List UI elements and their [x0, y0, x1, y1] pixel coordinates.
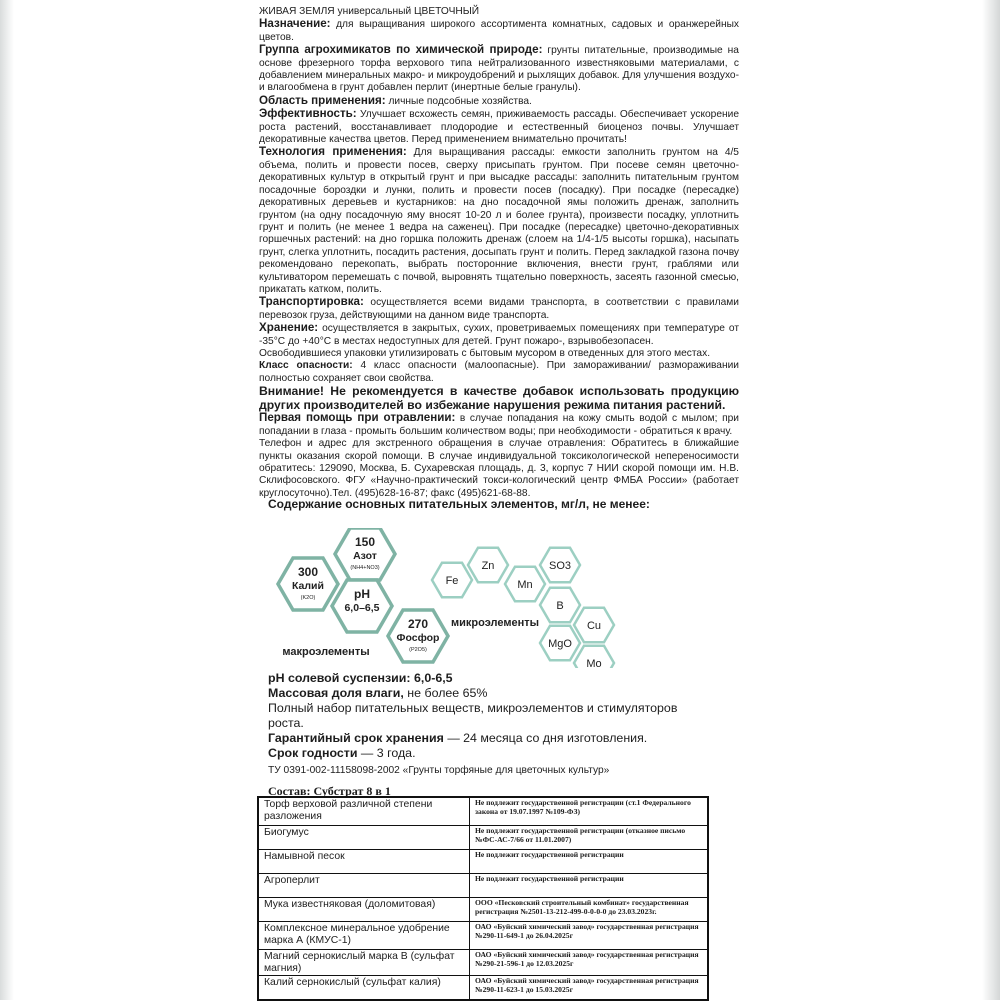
package-right-edge	[982, 0, 1000, 1000]
micro-element: SO3	[548, 560, 572, 572]
macro-value: 150	[354, 535, 376, 549]
component-name: Биогумус	[258, 826, 470, 850]
purpose-text: для выращивания широкого ассортимента комнатных, садовых и оранжерейных цветов.	[259, 19, 739, 43]
label-text-block	[259, 6, 739, 500]
hazard-text: 4 класс опасности (малоопасные). При замораживании/ размораживании полностью сохраняет свои свойства.	[259, 360, 739, 384]
product-subtitle: универсальный ЦВЕТОЧНЫЙ	[337, 6, 480, 17]
macro-sub: (K2O)	[300, 595, 316, 601]
transport-paragraph	[259, 296, 739, 322]
component-name: Магний сернокислый марка В (сульфат магния)	[258, 950, 470, 976]
shelf-label: Срок годности	[268, 746, 358, 760]
efficiency-label: Эффективность:	[259, 107, 357, 121]
micro-element: Zn	[481, 560, 495, 572]
transport-label: Транспортировка:	[259, 295, 364, 309]
macro-name: Фосфор	[396, 632, 440, 644]
efficiency-paragraph	[259, 108, 739, 146]
moisture-label: Массовая доля влаги,	[268, 686, 404, 700]
warning-paragraph	[259, 385, 739, 412]
shelf-value: — 3 года.	[360, 746, 416, 760]
nutrient-hexagon-diagram	[270, 528, 640, 668]
nutrients-title: Содержание основных питательных элементов, мг/л, не менее:	[268, 497, 650, 511]
macro-label: макроэлементы	[282, 646, 370, 658]
component-name: Мука известняковая (доломитовая)	[258, 898, 470, 922]
registration-status: ОАО «Буйский химический завод» государственная регистрация №290-11-623-1 до 15.03.2025г	[470, 976, 709, 1001]
firstaid-text: в случае попадания на кожу смыть водой с мылом; при попадании в глаза - промыть большим количеством воды; при необходимости - обратиться к врачу.	[259, 413, 739, 437]
micro-element: Cu	[586, 620, 602, 632]
micro-element: Fe	[445, 575, 459, 587]
registration-status: Не подлежит государственной регистрации (ст.1 Федерального закона от 19.07.1997 №109-ФЗ)	[470, 797, 709, 826]
micro-element: B	[556, 600, 564, 612]
full-set-line: Полный набор питательных веществ, микроэлементов и стимуляторов роста.	[268, 701, 678, 730]
component-name: Намывной песок	[258, 850, 470, 874]
hazard-label: Класс опасности:	[259, 360, 353, 372]
registration-status: ОАО «Буйский химический завод» государственная регистрация №290-21-596-1 до 12.03.2025г	[470, 950, 709, 976]
package-left-edge	[0, 0, 14, 1000]
registration-status: ОАО «Буйский химический завод» государственная регистрация №290-11-649-1 до 26.04.2025г	[470, 922, 709, 950]
macro-value: pH	[354, 587, 370, 601]
registration-status: Не подлежит государственной регистрации	[470, 850, 709, 874]
area-paragraph	[259, 95, 739, 108]
tu-standard: ТУ 0391-002-11158098-2002 «Грунты торфяные для цветочных культур»	[268, 765, 610, 776]
moisture-value: не более 65%	[407, 686, 488, 700]
table-row	[258, 797, 708, 826]
micro-element: Mn	[517, 579, 533, 591]
hazard-paragraph	[259, 360, 739, 385]
macro-value: 300	[297, 565, 319, 579]
ph-value: 6,0-6,5	[414, 671, 453, 685]
macro-name: 6,0–6,5	[344, 602, 380, 614]
composition-table	[257, 796, 709, 1001]
table-row	[258, 898, 708, 922]
macro-sub: (NH4+NO3)	[350, 565, 380, 571]
registration-status: ООО «Песковский строительный комбинат» государственная регистрация №2501-13-212-499-0-0-0-0 до 23.03.2023г.	[470, 898, 709, 922]
product-heading	[259, 6, 739, 18]
component-name: Калий сернокислый (сульфат калия)	[258, 976, 470, 1001]
table-row	[258, 950, 708, 976]
tech-paragraph	[259, 146, 739, 296]
emergency-contact-paragraph: Телефон и адрес для экстренного обращения в случае отравления: Обратитесь в ближайшие пункты оказания скорой помощи. В случае индивидуальной токсикологической непереносимости обратитесь: 129090, Москва, Б. Сухаревская площадь, д. 3, корпус 7 НИИ скорой помощи им. Н.В. Склифосовского. ФГУ «Научно-практический токси-кологический центр ФМБА России» (работает круглосуточно).Тел. (495)628-16-87; факс (495)621-68-88.	[259, 438, 739, 499]
efficiency-text: Улучшает всхожесть семян, приживаемость рассады. Обеспечивает ускорение роста растений, восстанавливает плодородие и естественный биоценоз почвы. Улучшает декоративные качества цветов. Перед применением внимательно прочитать!	[259, 109, 739, 146]
purpose-label: Назначение:	[259, 17, 331, 31]
warranty-value: — 24 месяца со дня изготовления.	[447, 731, 648, 745]
storage-label: Хранение:	[259, 321, 319, 335]
group-label: Группа агрохимикатов по химической природе:	[259, 43, 543, 57]
registration-status: Не подлежит государственной регистрации (отказное письмо №ФС-АС-7/66 от 11.01.2007)	[470, 826, 709, 850]
component-name: Комплексное минеральное удобрение марка А (КМУС-1)	[258, 922, 470, 950]
storage-text: осуществляется в закрытых, сухих, проветриваемых помещениях при температуре от -35°С до +40°С в местах недоступных для детей. Грунт пожаро-, взрывобезопасен.	[259, 323, 739, 347]
moisture-line	[268, 686, 688, 701]
warranty-line	[268, 731, 688, 746]
table-row	[258, 826, 708, 850]
registration-status: Не подлежит государственной регистрации	[470, 874, 709, 898]
warranty-label: Гарантийный срок хранения	[268, 731, 444, 745]
table-row	[258, 922, 708, 950]
product-title: ЖИВАЯ ЗЕМЛЯ	[259, 6, 335, 17]
tech-text: Для выращивания рассады: емкости заполнить грунтом на 4/5 объема, полить и провести посев, сверху присыпать грунтом. При посеве семян цветочно-декоративных культур в открытый грунт и при высадке рассады: заполнить питательным грунтом посадочные бороздки и лунки, полить и провести посев (посадку). При посадке (пересадке) декоративных деревьев и кустарников: на дно посадочной ямы положить дренаж, заполнить грунтом (на одну посадочную яму вносят 10-20 л и более грунта), произвести посадку, уплотнить грунт и полить (не менее 1 ведра на саженец). При посадке (пересадке) цветочно-декоративных горшечных растений: на дно горшка положить дренаж (слоем на 1/4-1/5 высоты горшка), насыпать грунт, слегка уплотнить, посадить растения, досыпать грунт и полить. Перед закладкой газона почву рекомендовано перекопать, выбрать посторонние включения, внести грунт, граблями или культиватором перемешать с почвой, выровнять тщательно поверхность, засеять газонной смесью, прикатать катком, полить.	[259, 147, 739, 295]
warning-text: Не рекомендуется в качестве добавок использовать продукцию других производителей во избежание нарушения режима питания растений.	[259, 384, 739, 412]
table-row	[258, 874, 708, 898]
transport-text: осуществляется всеми видами транспорта, в соответствии с правилами перевозок груза, действующими на данном виде транспорта.	[259, 297, 739, 321]
macro-value: 270	[407, 617, 429, 631]
micro-element: MgO	[548, 638, 572, 650]
table-row	[258, 850, 708, 874]
component-name: Агроперлит	[258, 874, 470, 898]
area-label: Область применения:	[259, 93, 386, 107]
macro-sub: (P2O5)	[409, 647, 427, 653]
ph-label: pH солевой суспензии:	[268, 671, 411, 685]
area-text: личные подсобные хозяйства.	[388, 95, 532, 107]
composition-title: Состав: Субстрат 8 в 1	[268, 784, 391, 798]
warning-label: Внимание!	[259, 384, 324, 399]
firstaid-paragraph	[259, 412, 739, 438]
group-paragraph	[259, 44, 739, 95]
component-name: Торф верховой различной степени разложения	[258, 797, 470, 826]
storage-paragraph	[259, 322, 739, 348]
purpose-paragraph	[259, 18, 739, 44]
ph-line	[268, 671, 688, 686]
micro-element: Mo	[586, 658, 602, 668]
micro-label: микроэлементы	[451, 617, 539, 629]
tech-label: Технология применения:	[259, 145, 407, 159]
shelf-life-line	[268, 746, 688, 761]
macro-name: Азот	[353, 550, 377, 562]
firstaid-label: Первая помощь при отравлении:	[259, 411, 456, 425]
table-row	[258, 976, 708, 1001]
disposal-paragraph: Освободившиеся упаковки утилизировать с бытовым мусором в отведенных для этого местах.	[259, 347, 711, 359]
macro-name: Калий	[292, 580, 324, 592]
group-text: грунты питательные, производимые на основе фрезерного торфа верхового типа нейтрализованного известняковыми материалами, с добавлением минеральных макро- и микроудобрений и рыхлящих добавок. Для улучшения воздухо- и влагообмена в грунт добавлен перлит (инертные белые гранулы).	[259, 45, 739, 94]
properties-block	[268, 671, 688, 761]
